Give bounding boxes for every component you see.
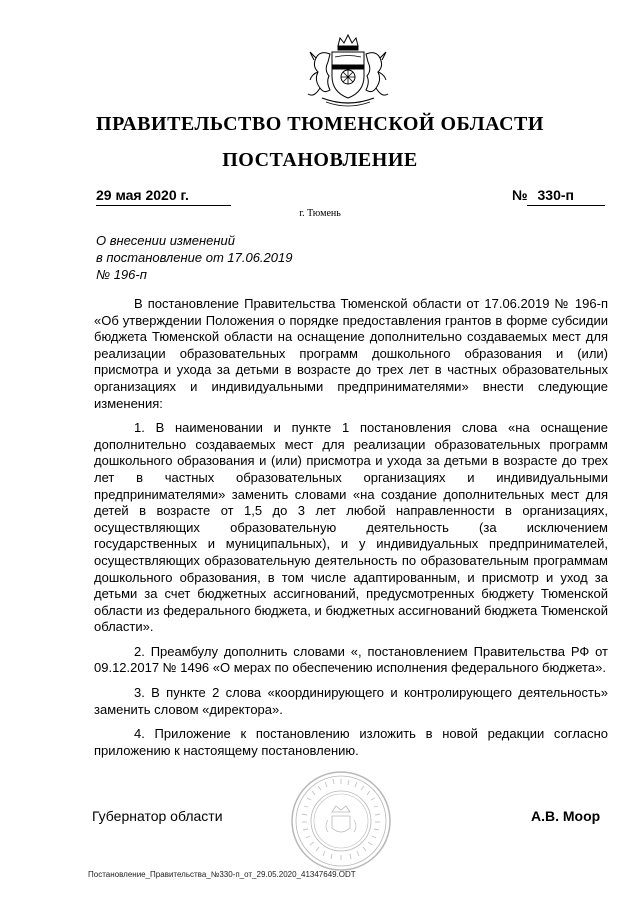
body-paragraph-item-3: 3. В пункте 2 слова «координирующего и контролирующего деятельность» заменить словом «директора».	[94, 685, 608, 717]
body-paragraph-item-2: 2. Преамбулу дополнить словами «, постановлением Правительства РФ от 09.12.2017 № 1496 «О мерах по обеспечению исполнения федерального бюджета».	[94, 643, 608, 676]
official-seal-stamp	[290, 770, 392, 872]
signatory-title: Губернатор области	[92, 808, 223, 824]
document-body	[94, 296, 608, 767]
subject-line: № 196-п	[96, 267, 147, 282]
body-paragraph-item-4: 4. Приложение к постановлению изложить в новой редакции согласно приложению к настоящему постановлению.	[94, 726, 608, 758]
government-title: ПРАВИТЕЛЬСТВО ТЮМЕНСКОЙ ОБЛАСТИ	[96, 113, 544, 135]
document-number: 330-п	[537, 187, 574, 203]
body-paragraph-item-1: 1. В наименовании и пункте 1 постановления слова «на оснащение дополнительно создаваемых мест для реализации образовательных программ дошкольного образования и (или) присмотра и ухода за детьми в возрасте до трех лет в частных образовательных организациях и индивидуальными предпринимателями» заменить словами «на создание дополнительных мест для детей в возрасте от 1,5 до 3 лет любой направленности в организациях, осуществляющих образовательную деятельность (за исключением государственных и муниципальных), и у индивидуальных предпринимателей, осуществляющих образовательную деятельность по образовательным программам дошкольного образования, в том числе адаптированным, и присмотр и уход за детьми за счет бюджетных ассигнований, предусмотренных бюджету Тюменской области из федерального бюджета, и бюджетных ассигнований бюджета Тюменской области».	[94, 420, 608, 635]
subject-line: в постановление от 17.06.2019	[96, 250, 293, 265]
date-underline	[96, 205, 231, 206]
document-number-block	[512, 187, 574, 203]
coat-of-arms-emblem	[302, 32, 394, 110]
document-date: 29 мая 2020 г.	[96, 187, 189, 203]
document-subject	[96, 232, 292, 283]
body-paragraph-intro: В постановление Правительства Тюменской области от 17.06.2019 № 196-п «Об утверждении Положения о порядке предоставления грантов в форме субсидии бюджета Тюменской области на оснащение дополнительно создаваемых мест для реализации образовательных программ дошкольного образования и (или) присмотра и ухода за детьми в возрасте до трех лет в частных образовательных организациях и индивидуальными предпринимателями» внести следующие изменения:	[94, 296, 608, 411]
city-label: г. Тюмень	[299, 208, 341, 219]
file-footer: Постановление_Правительства_№330-п_от_29.05.2020_41347649.ODT	[88, 870, 356, 879]
number-underline	[527, 205, 605, 206]
document-type-title: ПОСТАНОВЛЕНИЕ	[222, 149, 418, 171]
number-sign: №	[512, 187, 528, 203]
signatory-name: А.В. Моор	[531, 808, 601, 824]
subject-line: О внесении изменений	[96, 233, 235, 248]
